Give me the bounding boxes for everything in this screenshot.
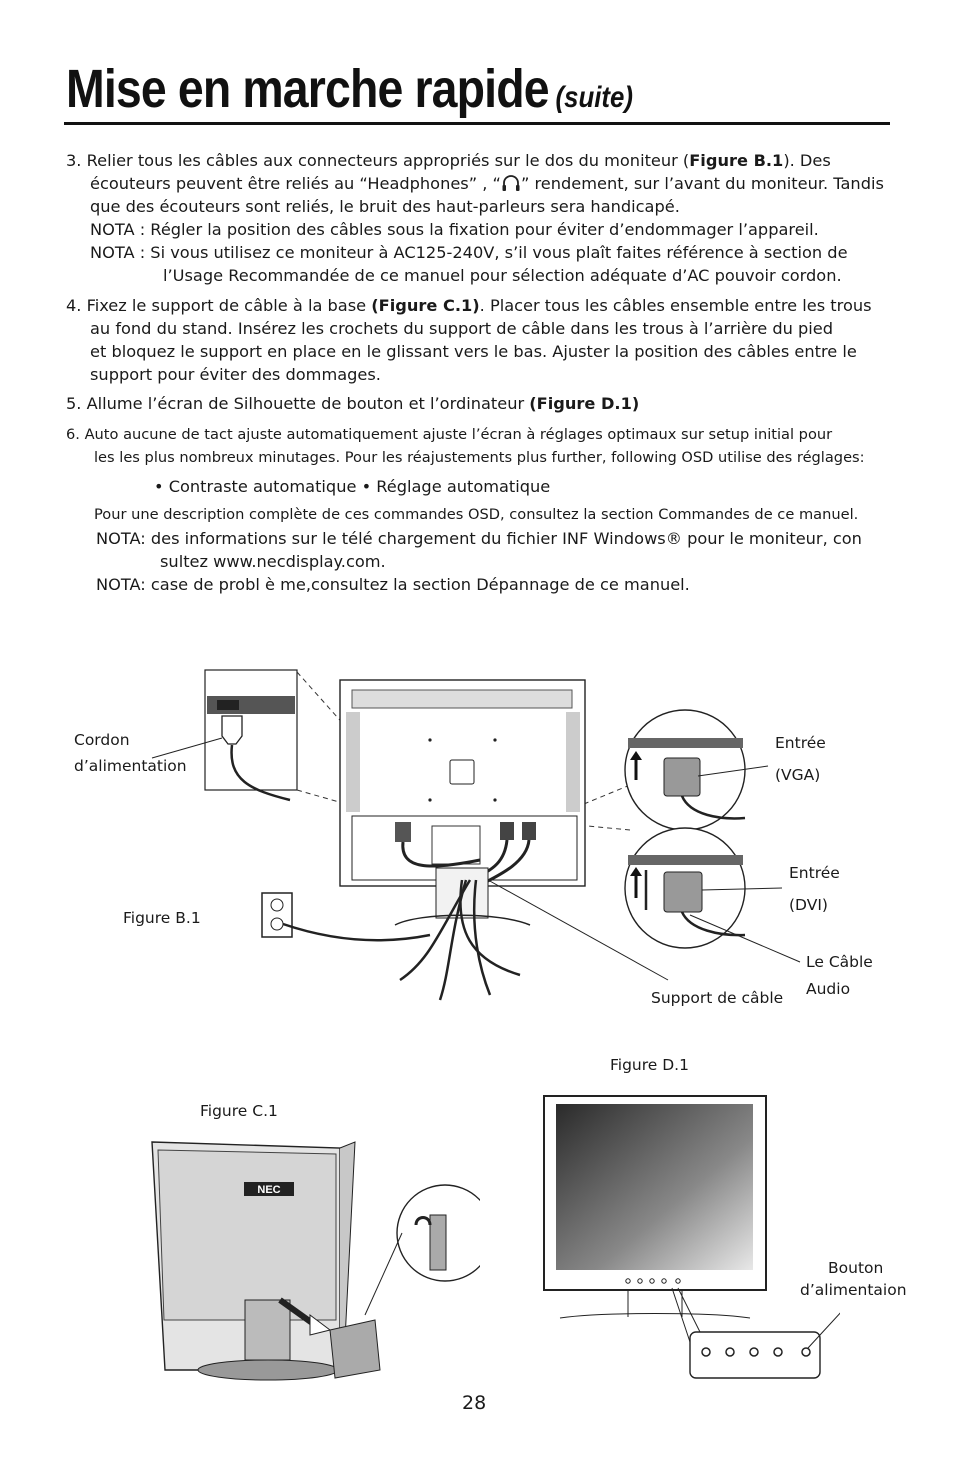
title-rule xyxy=(64,122,890,125)
power-plug-icon xyxy=(222,716,242,744)
label-cordon-2: d’alimentation xyxy=(74,757,187,775)
step3-text: ). Des xyxy=(783,151,831,170)
label-cordon: Cordon xyxy=(74,731,130,749)
vga-connector-icon xyxy=(664,758,700,796)
figure-ref: (Figure C.1) xyxy=(371,296,480,315)
nota-3: NOTA: des informations sur le télé chargement du fichier INF Windows® pour le moniteur, con xyxy=(96,529,862,548)
step6-line2: les les plus nombreux minutages. Pour les réajustements plus further, following OSD utilise des réglages: xyxy=(94,449,865,466)
step4-line3: et bloquez le support en place en le glissant vers le bas. Ajuster la position des câbles entre le xyxy=(90,342,857,361)
label-vga-2: (VGA) xyxy=(775,766,821,784)
label-audio-2: Audio xyxy=(806,980,851,998)
step5-text: 5. Allume l’écran de Silhouette de bouton et l’ordinateur xyxy=(66,394,530,413)
step6-bullets: • Contraste automatique • Réglage automatique xyxy=(154,477,551,496)
label-bouton-1: Bouton xyxy=(828,1259,884,1277)
label-audio-1: Le Câble xyxy=(806,953,873,971)
page-title-suffix: (suite) xyxy=(555,81,633,114)
nota-1: NOTA : Régler la position des câbles sous la fixation pour éviter d’endommager l’appareil. xyxy=(90,220,819,239)
figure-ref: Figure B.1 xyxy=(689,151,784,170)
step6-line1: 6. Auto aucune de tact ajuste automatiquement ajuste l’écran à réglages optimaux sur setup initial pour xyxy=(66,426,833,443)
figure-d1-caption: Figure D.1 xyxy=(610,1056,689,1074)
step3-text: écouteurs peuvent être reliés au “Headphones” , “ xyxy=(90,174,501,193)
label-dvi-2: (DVI) xyxy=(789,896,828,914)
label-bouton-2: d’alimentaion xyxy=(800,1281,907,1299)
page-number: 28 xyxy=(462,1392,487,1414)
step4-text: . Placer tous les câbles ensemble entre les trous xyxy=(479,296,872,315)
page-title xyxy=(66,58,633,120)
step3-line2 xyxy=(90,172,884,195)
figure-c1-caption: Figure C.1 xyxy=(200,1102,278,1120)
figure-d1-illustration xyxy=(540,1092,840,1392)
step6-desc: Pour une description complète de ces commandes OSD, consultez la section Commandes de ce manuel. xyxy=(94,506,859,523)
label-vga-1: Entrée xyxy=(775,734,826,752)
nota-3-cont: sultez www.necdisplay.com. xyxy=(160,552,386,571)
nota-2-cont: l’Usage Recommandée de ce manuel pour sélection adéquate d’AC pouvoir cordon. xyxy=(163,266,842,285)
nec-logo-text: NEC xyxy=(257,1184,281,1196)
step3-text: ” rendement, sur l’avant du moniteur. Tandis xyxy=(520,174,884,193)
power-button-icon[interactable] xyxy=(802,1348,810,1356)
step4-text: 4. Fixez le support de câble à la base xyxy=(66,296,372,315)
step4-line4: support pour éviter des dommages. xyxy=(90,365,381,384)
figure-c1-illustration xyxy=(140,1130,480,1390)
step3-text: 3. Relier tous les câbles aux connecteurs appropriés sur le dos du moniteur ( xyxy=(66,151,690,170)
label-support: Support de câble xyxy=(651,989,784,1007)
step5-line xyxy=(66,392,639,415)
step4-line1 xyxy=(66,294,872,317)
label-dvi-1: Entrée xyxy=(789,864,840,882)
figure-ref: (Figure D.1) xyxy=(529,394,640,413)
dvi-connector-icon xyxy=(664,872,702,912)
power-inset-box xyxy=(205,670,297,790)
step4-line2: au fond du stand. Insérez les crochets du support de câble dans les trous à l’arrière du pied xyxy=(90,319,834,338)
step3-line3: que des écouteurs sont reliés, le bruit des haut-parleurs sera handicapé. xyxy=(90,197,680,216)
figure-b1-caption: Figure B.1 xyxy=(123,909,201,927)
headphones-icon xyxy=(501,174,521,192)
page-title-text: Mise en marche rapide xyxy=(66,59,549,119)
step3-line1 xyxy=(66,149,831,172)
nota-4: NOTA: case de probl è me,consultez la section Dépannage de ce manuel. xyxy=(96,575,690,594)
nota-2: NOTA : Si vous utilisez ce moniteur à AC125-240V, s’il vous plaît faites référence à section de xyxy=(90,243,848,262)
